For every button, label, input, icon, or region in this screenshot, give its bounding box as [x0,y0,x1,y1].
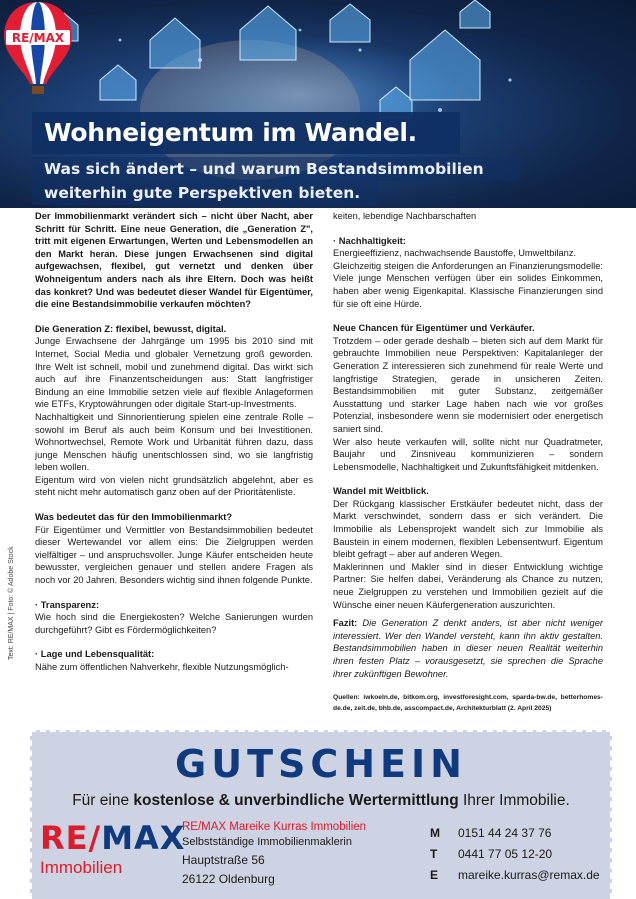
paragraph: Nachhaltigkeit und Sinnorientierung spielen eine zentrale Rolle – sowohl im Beruf als auch beim Konsum und bei Investitionen. Wohnortwechsel, Remote Work und Urbanität führen dazu, dass junge Menschen häufig unentschlossen sind, wo sie langfristig leben wollen. [35,411,313,473]
sources: Quellen: iwkoeln.de, bitkom.org, investforesight.com, sparda-bw.de, betterhomes-de.de, zeit.de, bhb.de, asscompact.de, Architekturblatt (2. April 2025) [333,694,603,713]
subline-1: Was sich ändert – und warum Bestandsimmobilien [32,157,520,181]
agent-firm: RE/MAX Mareike Kurras Immobilien [182,821,367,833]
voucher-box [30,730,612,899]
bullet-heading-transparency: · Transparenz: [35,598,100,610]
paragraph: Junge Erwachsene der Jahrgänge um 1995 bis 2010 sind mit Internet, Social Media und globaler Vernetzung groß geworden. Ihre Welt ist schnell, mobil und zunehmend digital. Das wirkt sich auch auf ihre Finanzentscheidungen aus: Statt langfristiger Bindung an eine Immobilie setzen viele auf flexible Anlageformen wie ETFs, Kryptowährungen oder digitale Start-up-Investments. [35,336,313,410]
headline: Wohneigentum im Wandel. [32,112,460,154]
section-heading-foresight: Wandel mit Weitblick. [333,485,429,497]
voucher-title: GUTSCHEIN [175,742,467,786]
paragraph: Maklerinnen und Makler sind in dieser Entwicklung wichtige Partner: Sie helfen dabei, Veränderung als Chance zu nutzen, neue Zielgruppen zu verstehen und Immobilien gezielt auf die Wünsche einer neuen Käufergeneration auszurichten. [333,561,603,610]
lead-paragraph: Der Immobilienmarkt verändert sich – nicht über Nacht, aber Schritt für Schritt. Eine neue Generation, die „Generation Z", tritt mit eigenen Erwartungen, Werten und Lebensmodellen an den Markt heran. Diese jungen Erwachsenen sind digital aufgewachsen, flexibel, gut vernetzt und denken über Wohneigentum anders nach als ihre Eltern. Doch was heißt das konkret? Und was bedeutet dieser Wandel für Eigentümer, die eine Bestandsimmobilie verkaufen möchten? [35,211,313,310]
mobile-number[interactable]: 0151 44 24 37 76 [458,826,552,840]
logo-subtitle: Immobilien [40,858,123,877]
agent-street: Hauptstraße 56 [182,853,265,867]
section-heading-gen-z: Die Generation Z: flexibel, bewusst, digital. [35,322,227,334]
voucher-subtitle [32,792,610,810]
conclusion [333,617,603,680]
paragraph: Eigentum wird von vielen nicht grundsätzlich abgelehnt, aber es steht nicht mehr automatisch ganz oben auf der Prioritätenliste. [35,474,313,498]
email-link[interactable]: mareike.kurras@remax.de [458,868,600,882]
voucher-sub-post: Ihrer Immobilie. [462,792,570,809]
photo-credit: Text: RE/MAX | Foto: © Adobe Stock [8,546,15,660]
section-heading-opportunities: Neue Chancen für Eigentümer und Verkäufer. [333,322,535,334]
bullet-heading-sustainability: · Nachhaltigkeit: [333,234,406,246]
paragraph: Gleichzeitig steigen die Anforderungen an Finanzierungsmodelle: Viele junge Menschen verfügen über ein solides Einkommen, haben aber wenig Eigenkapital. Klassische Finanzierungen sind für sie oft eine Hürde. [333,260,603,309]
paragraph: Wer also heute verkaufen will, sollte nicht nur Quadratmeter, Baujahr und Zinsniveau kommunizieren – sondern Lebensmodelle, Nachhaltigkeit und Zukunftsfähigkeit mitdenken. [333,436,603,472]
paragraph: Wie hoch sind die Energiekosten? Welche Sanierungen wurden durchgeführt? Gibt es Fördermöglichkeiten? [35,612,313,635]
logo-max: MAX [101,819,186,857]
agent-role: Selbstständige Immobilienmaklerin [182,836,352,848]
agent-city: 26122 Oldenburg [182,872,275,886]
bullet-heading-location: · Lage und Lebensqualität: [35,648,155,660]
article-right-column [333,210,603,714]
voucher-sub-bold: kostenlose & unverbindliche Wertermittlung [133,792,459,809]
hero-image [0,0,636,208]
article-left-column [35,210,313,674]
paragraph: Trotzdem – oder gerade deshalb – bieten sich auf dem Markt für gebrauchte Immobilien neue Perspektiven: Kapitalanleger der Generation Z interessieren sich zunehmend für reale Werte und langfristige Strategien, gerade in unsicheren Zeiten. Bestandsimmobilien mit guter Substanz, zeitgemäßer Ausstattung und starker Lage haben nach wie vor großes Potenzial, insbesondere wenn sie modernisiert oder energetisch saniert sind. [333,335,603,434]
conclusion-label: Fazit: [333,618,358,629]
contact-row-phone [430,845,600,864]
paragraph: Nähe zum öffentlichen Nahverkehr, flexible Nutzungsmöglich- [35,662,289,672]
contact-key: M [430,826,440,840]
logo-re: RE/ [40,819,102,857]
contact-key: E [430,868,439,882]
voucher-sub-pre: Für eine [72,792,130,809]
section-heading-market: Was bedeutet das für den Immobilienmarkt? [35,511,233,523]
contact-key: T [430,847,438,861]
contact-table [428,822,602,887]
paragraph: Energieeffizienz, nachwachsende Baustoffe, Umweltbilanz. [333,248,577,259]
remax-balloon-logo [0,0,76,96]
agent-info [182,820,366,888]
conclusion-text: Die Generation Z denkt anders, ist aber nicht weniger interessiert. Wer den Wandel versteht, kann ihn aktiv gestalten. Bestandsimmobilien haben in dieser neuen Realität weiterhin ihren festen Platz – vorausgesetzt, sie sprechen die Sprache ihrer zukünftigen Bewohner. [333,618,603,679]
subline-2: weiterhin gute Perspektiven bieten. [32,181,378,205]
contact-row-email [430,866,600,885]
balloon-label: RE/MAX [11,31,65,45]
contact-row-mobile [430,824,600,843]
paragraph: keiten, lebendige Nachbarschaften [333,211,477,221]
remax-logo [40,819,186,878]
paragraph: Der Rückgang klassischer Erstkäufer bedeutet nicht, dass der Markt verschwindet, sondern dass er sich verändert. Die Immobilie als Lebensprojekt wandelt sich zur Immobilie als Baustein in einem modernen, flexiblen Lebensentwurf. Eigentum bleibt gefragt – aber auf anderen Wegen. [333,498,603,560]
phone-number[interactable]: 0441 77 05 12-20 [458,847,553,861]
paragraph: Für Eigentümer und Vermittler von Bestandsimmobilien bedeutet dieser Wertewandel vor allem eins: Die Zielgruppen werden vielfältiger – und anspruchsvoller. Junge Käufer entscheiden heute bewusster, vergleichen genauer und stellen andere Fragen als noch vor 20 Jahren. Besonders wichtig sind ihnen folgende Punkte. [35,524,313,586]
